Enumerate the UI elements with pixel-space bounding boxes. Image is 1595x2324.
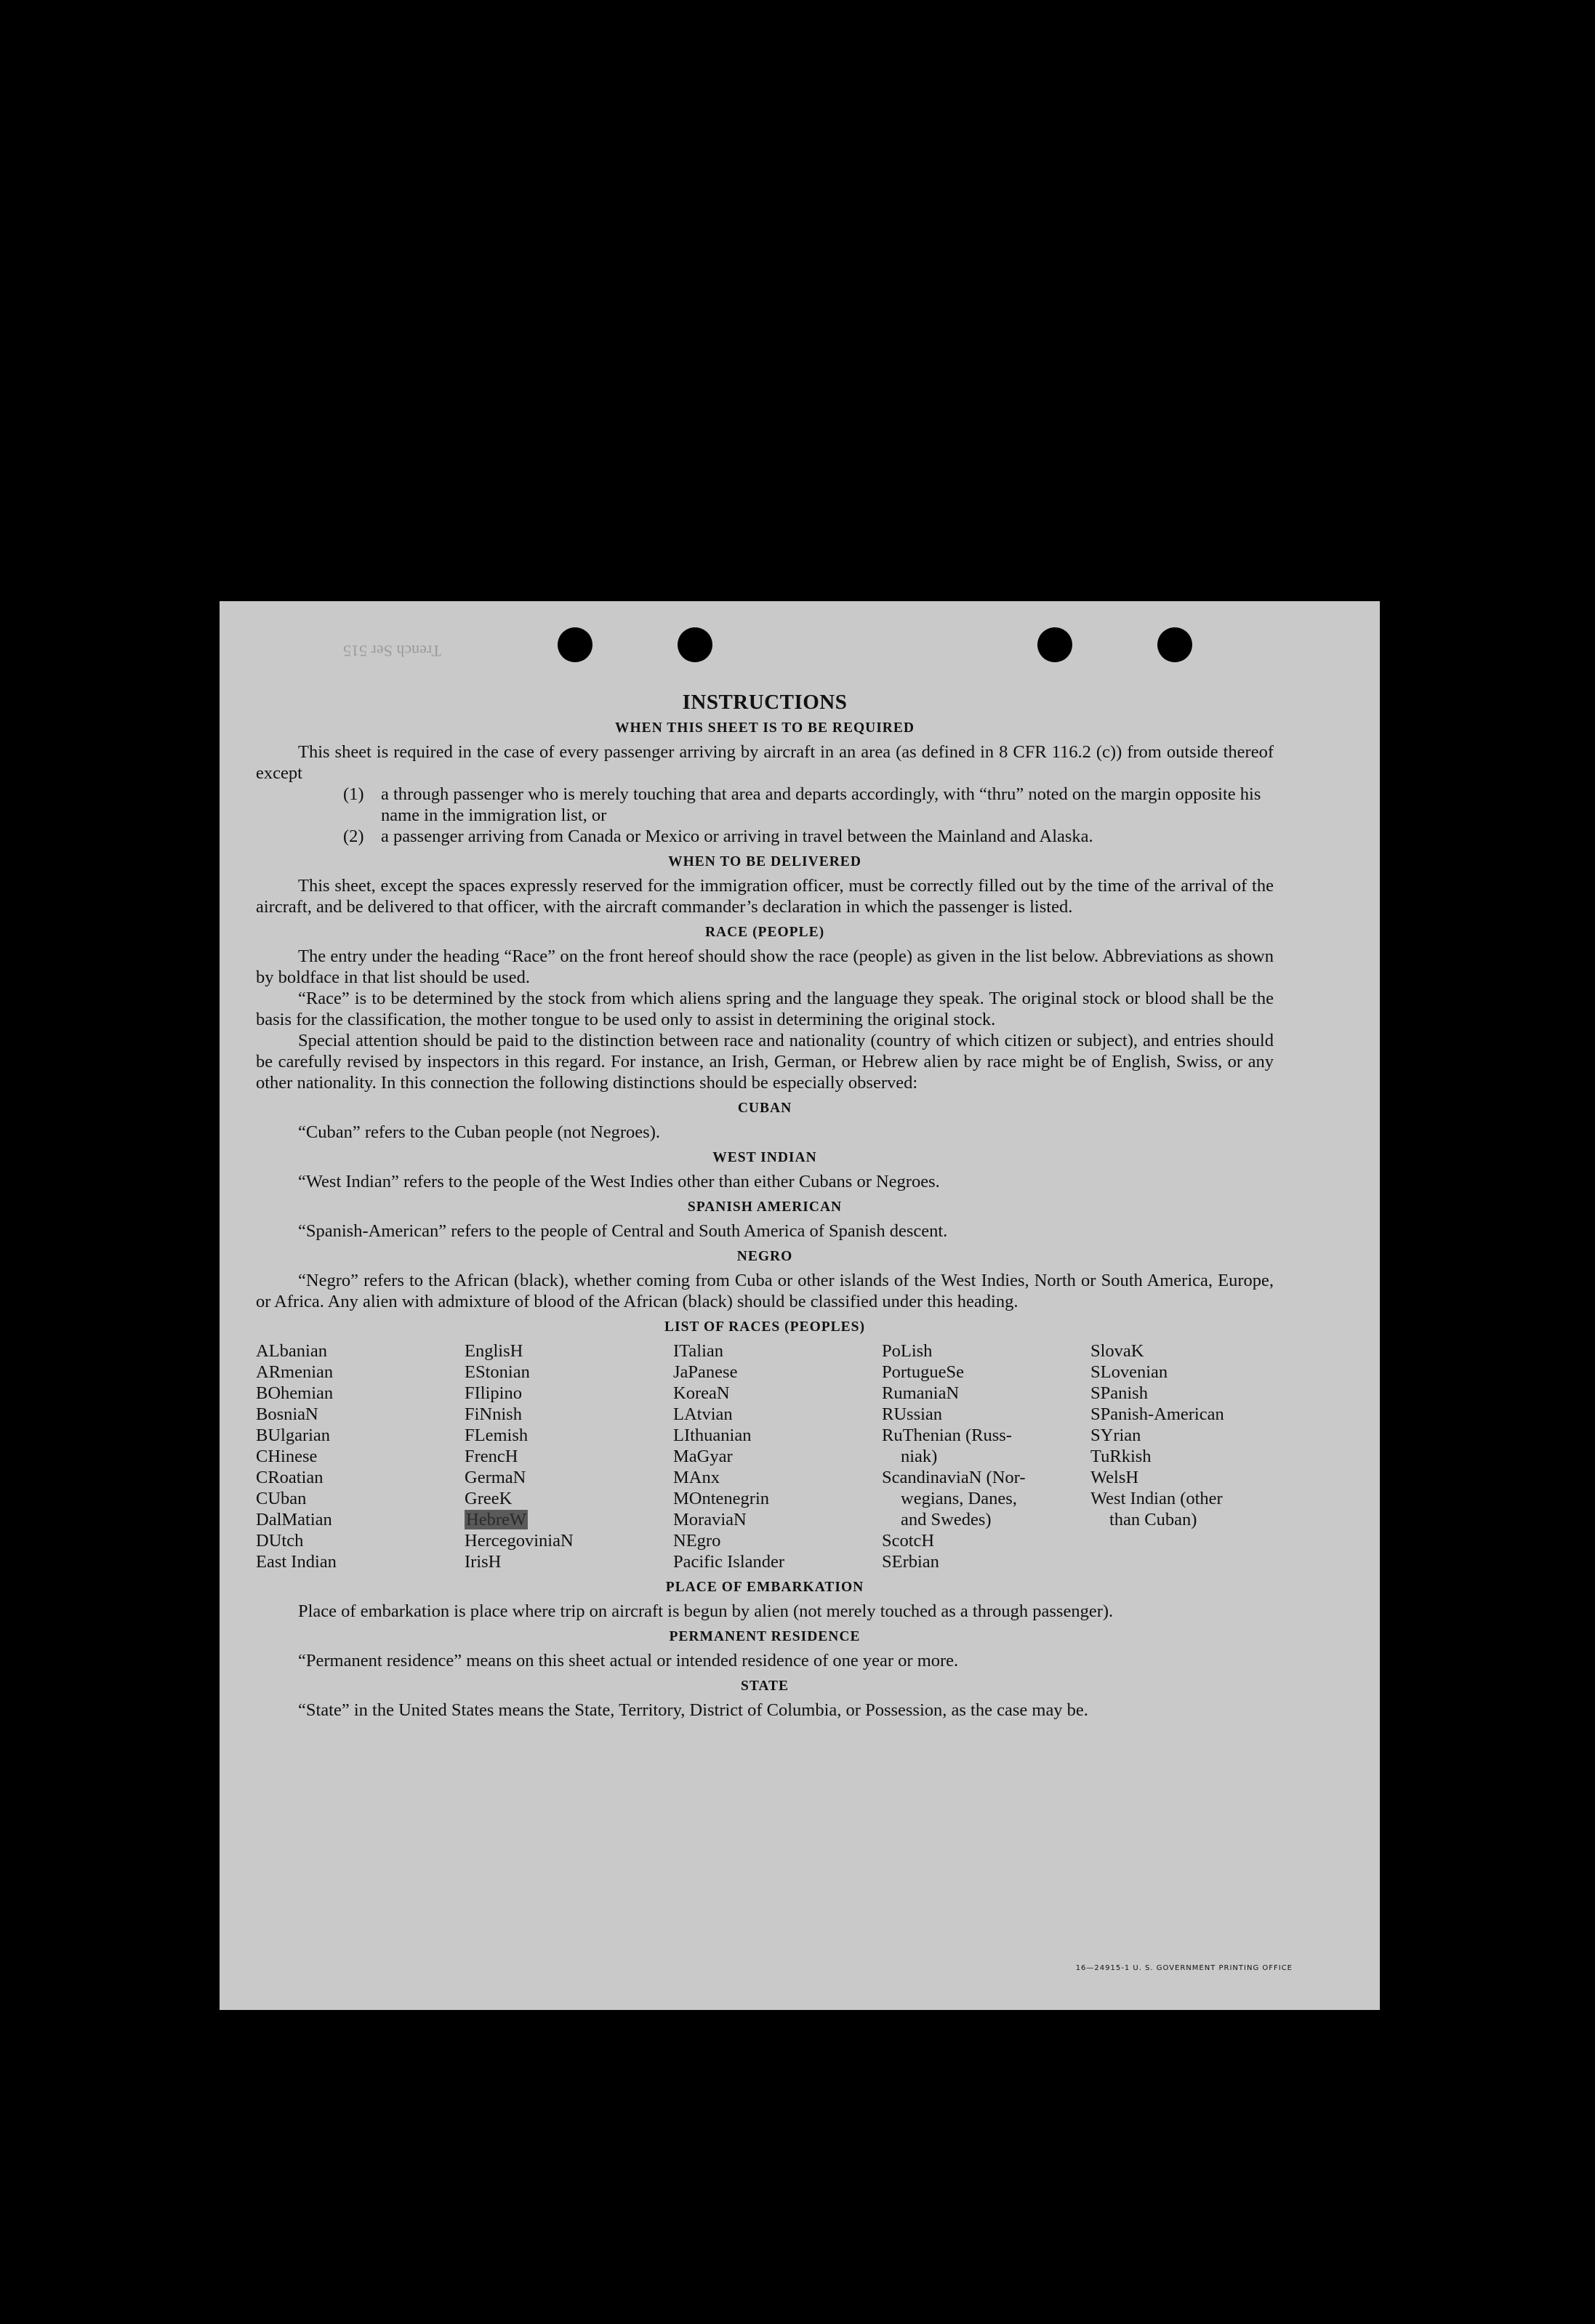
heading-when-required: WHEN THIS SHEET IS TO BE REQUIRED: [615, 720, 915, 736]
race-entry: DalMatian: [256, 1510, 332, 1529]
heading-west-indian: WEST INDIAN: [712, 1150, 817, 1165]
race-entry: Pacific Islander: [673, 1552, 785, 1572]
race-entry: BosniaN: [256, 1404, 318, 1424]
punch-hole: [1037, 627, 1072, 662]
exception-item-2: [343, 826, 1274, 847]
exception-number: (1): [343, 784, 364, 804]
spanish-american-text: “Spanish-American” refers to the people of Central and South America of Spanish descent.: [298, 1221, 948, 1241]
negro-text: “Negro” refers to the African (black), whether coming from Cuba or other islands of the West Indies, North or South America, Europe, or Africa. Any alien with admixture of blood of the African (black) should be classified under this heading.: [256, 1271, 1274, 1311]
race-entry: LIthuanian: [673, 1426, 752, 1445]
race-entry: IrisH: [465, 1552, 502, 1572]
race-paragraph-1: The entry under the heading “Race” on the front hereof should show the race (people) as given in the list below. Abbreviations as shown by boldface in that list should be used.: [256, 946, 1274, 987]
heading-negro: NEGRO: [736, 1249, 793, 1264]
races-list: [256, 1340, 1274, 1572]
race-entry: FrencH: [465, 1447, 518, 1466]
race-entry: SPanish: [1090, 1383, 1148, 1403]
race-entry: CRoatian: [256, 1468, 324, 1487]
race-entry: FLemish: [465, 1426, 529, 1445]
race-entry: ALbanian: [256, 1341, 327, 1361]
race-entry: RumaniaN: [882, 1383, 960, 1403]
race-entry: ScandinaviaN (Nor-: [882, 1468, 1026, 1487]
races-column: [673, 1340, 882, 1572]
race-entry: MOntenegrin: [673, 1489, 769, 1508]
race-entry: WelsH: [1090, 1468, 1139, 1487]
races-column: [465, 1340, 673, 1572]
heading-list-of-races: LIST OF RACES (PEOPLES): [664, 1319, 865, 1335]
race-entry: than Cuban): [1109, 1510, 1197, 1529]
races-column: [1090, 1340, 1279, 1572]
heading-permanent-residence: PERMANENT RESIDENCE: [669, 1629, 861, 1644]
race-entry: niak): [901, 1447, 938, 1466]
race-entry: BUlgarian: [256, 1426, 331, 1445]
exception-number: (2): [343, 827, 364, 846]
race-entry: SPanish-American: [1090, 1404, 1224, 1424]
when-required-intro: This sheet is required in the case of every passenger arriving by aircraft in an area (as defined in 8 CFR 116.2 (c)) from outside thereof except: [256, 742, 1274, 783]
faint-handwritten-note: Trench Ser 515: [343, 642, 441, 660]
race-entry: GreeK: [465, 1489, 513, 1508]
race-entry: EStonian: [465, 1362, 530, 1382]
state-text: “State” in the United States means the State, Territory, District of Columbia, or Possession, as the case may be.: [298, 1700, 1088, 1720]
race-entry: ARmenian: [256, 1362, 334, 1382]
heading-embarkation: PLACE OF EMBARKATION: [665, 1580, 864, 1595]
race-paragraph-3: Special attention should be paid to the distinction between race and nationality (country of which citizen or subject), and entries should be carefully revised by inspectors in this regard. For instance, an Irish, German, or Hebrew alien by race might be of English, Swiss, or any other nationality. In this connection the following distinctions should be especially observed:: [256, 1031, 1274, 1093]
race-entry: FIlipino: [465, 1383, 522, 1403]
race-entry: ITalian: [673, 1341, 724, 1361]
page-title: INSTRUCTIONS: [682, 691, 848, 714]
race-entry: HebreW: [466, 1510, 526, 1529]
heading-when-delivered: WHEN TO BE DELIVERED: [668, 854, 861, 869]
race-entry: HercegoviniaN: [465, 1531, 574, 1551]
race-entry: RUssian: [882, 1404, 943, 1424]
printing-office-code: 16—24915-1 U. S. GOVERNMENT PRINTING OFFICE: [1075, 1964, 1293, 1972]
punch-hole: [678, 627, 712, 662]
heading-spanish-american: SPANISH AMERICAN: [687, 1199, 843, 1215]
heading-cuban: CUBAN: [737, 1101, 792, 1116]
when-delivered-text: This sheet, except the spaces expressly reserved for the immigration officer, must be correctly filled out by the time of the arrival of the aircraft, and be delivered to that officer, with the aircraft commander’s declaration in which the passenger is listed.: [256, 876, 1274, 917]
heading-race: RACE (PEOPLE): [704, 925, 825, 940]
exception-text: a through passenger who is merely touching that area and departs accordingly, with “thru” noted on the margin opposite his name in the immigration list, or: [381, 784, 1261, 825]
race-entry: DUtch: [256, 1531, 304, 1551]
race-entry: MAnx: [673, 1468, 720, 1487]
west-indian-text: “West Indian” refers to the people of the West Indies other than either Cubans or Negroes.: [298, 1172, 940, 1191]
race-entry: JaPanese: [673, 1362, 738, 1382]
race-entry: FiNnish: [465, 1404, 522, 1424]
race-entry: SErbian: [882, 1552, 939, 1572]
race-entry: PortugueSe: [882, 1362, 964, 1382]
permanent-residence-text: “Permanent residence” means on this sheet actual or intended residence of one year or more.: [298, 1651, 959, 1670]
race-entry: CUban: [256, 1489, 307, 1508]
race-entry: KoreaN: [673, 1383, 730, 1403]
punch-hole: [1157, 627, 1192, 662]
race-entry: wegians, Danes,: [901, 1489, 1017, 1508]
race-entry: EnglisH: [465, 1341, 523, 1361]
race-entry: ScotcH: [882, 1531, 935, 1551]
exception-text: a passenger arriving from Canada or Mexico or arriving in travel between the Mainland and Alaska.: [381, 827, 1093, 846]
race-entry: TuRkish: [1090, 1447, 1152, 1466]
exception-item-1: [343, 784, 1274, 826]
races-column: [256, 1340, 465, 1572]
race-entry: RuThenian (Russ-: [882, 1426, 1012, 1445]
races-column: [882, 1340, 1090, 1572]
race-entry: East Indian: [256, 1552, 337, 1572]
instruction-sheet: [220, 601, 1380, 2010]
instructions-body: [256, 692, 1274, 1721]
race-entry: NEgro: [673, 1531, 721, 1551]
race-entry: MaGyar: [673, 1447, 733, 1466]
race-entry: SlovaK: [1090, 1341, 1144, 1361]
race-entry: MoraviaN: [673, 1510, 747, 1529]
race-paragraph-2: “Race” is to be determined by the stock from which aliens spring and the language they speak. The original stock or blood shall be the basis for the classification, the mother tongue to be used only to assist in determining the original stock.: [256, 989, 1274, 1029]
race-entry: BOhemian: [256, 1383, 334, 1403]
race-entry: GermaN: [465, 1468, 526, 1487]
race-entry: SYrian: [1090, 1426, 1141, 1445]
cuban-text: “Cuban” refers to the Cuban people (not Negroes).: [298, 1122, 660, 1142]
race-entry: PoLish: [882, 1341, 933, 1361]
race-entry: SLovenian: [1090, 1362, 1168, 1382]
race-entry: West Indian (other: [1090, 1489, 1223, 1508]
punch-hole: [558, 627, 592, 662]
race-entry: LAtvian: [673, 1404, 733, 1424]
race-entry: and Swedes): [901, 1510, 992, 1529]
heading-state: STATE: [740, 1678, 790, 1694]
embarkation-text: Place of embarkation is place where trip on aircraft is begun by alien (not merely touched as a through passenger).: [298, 1601, 1114, 1621]
race-entry: CHinese: [256, 1447, 318, 1466]
